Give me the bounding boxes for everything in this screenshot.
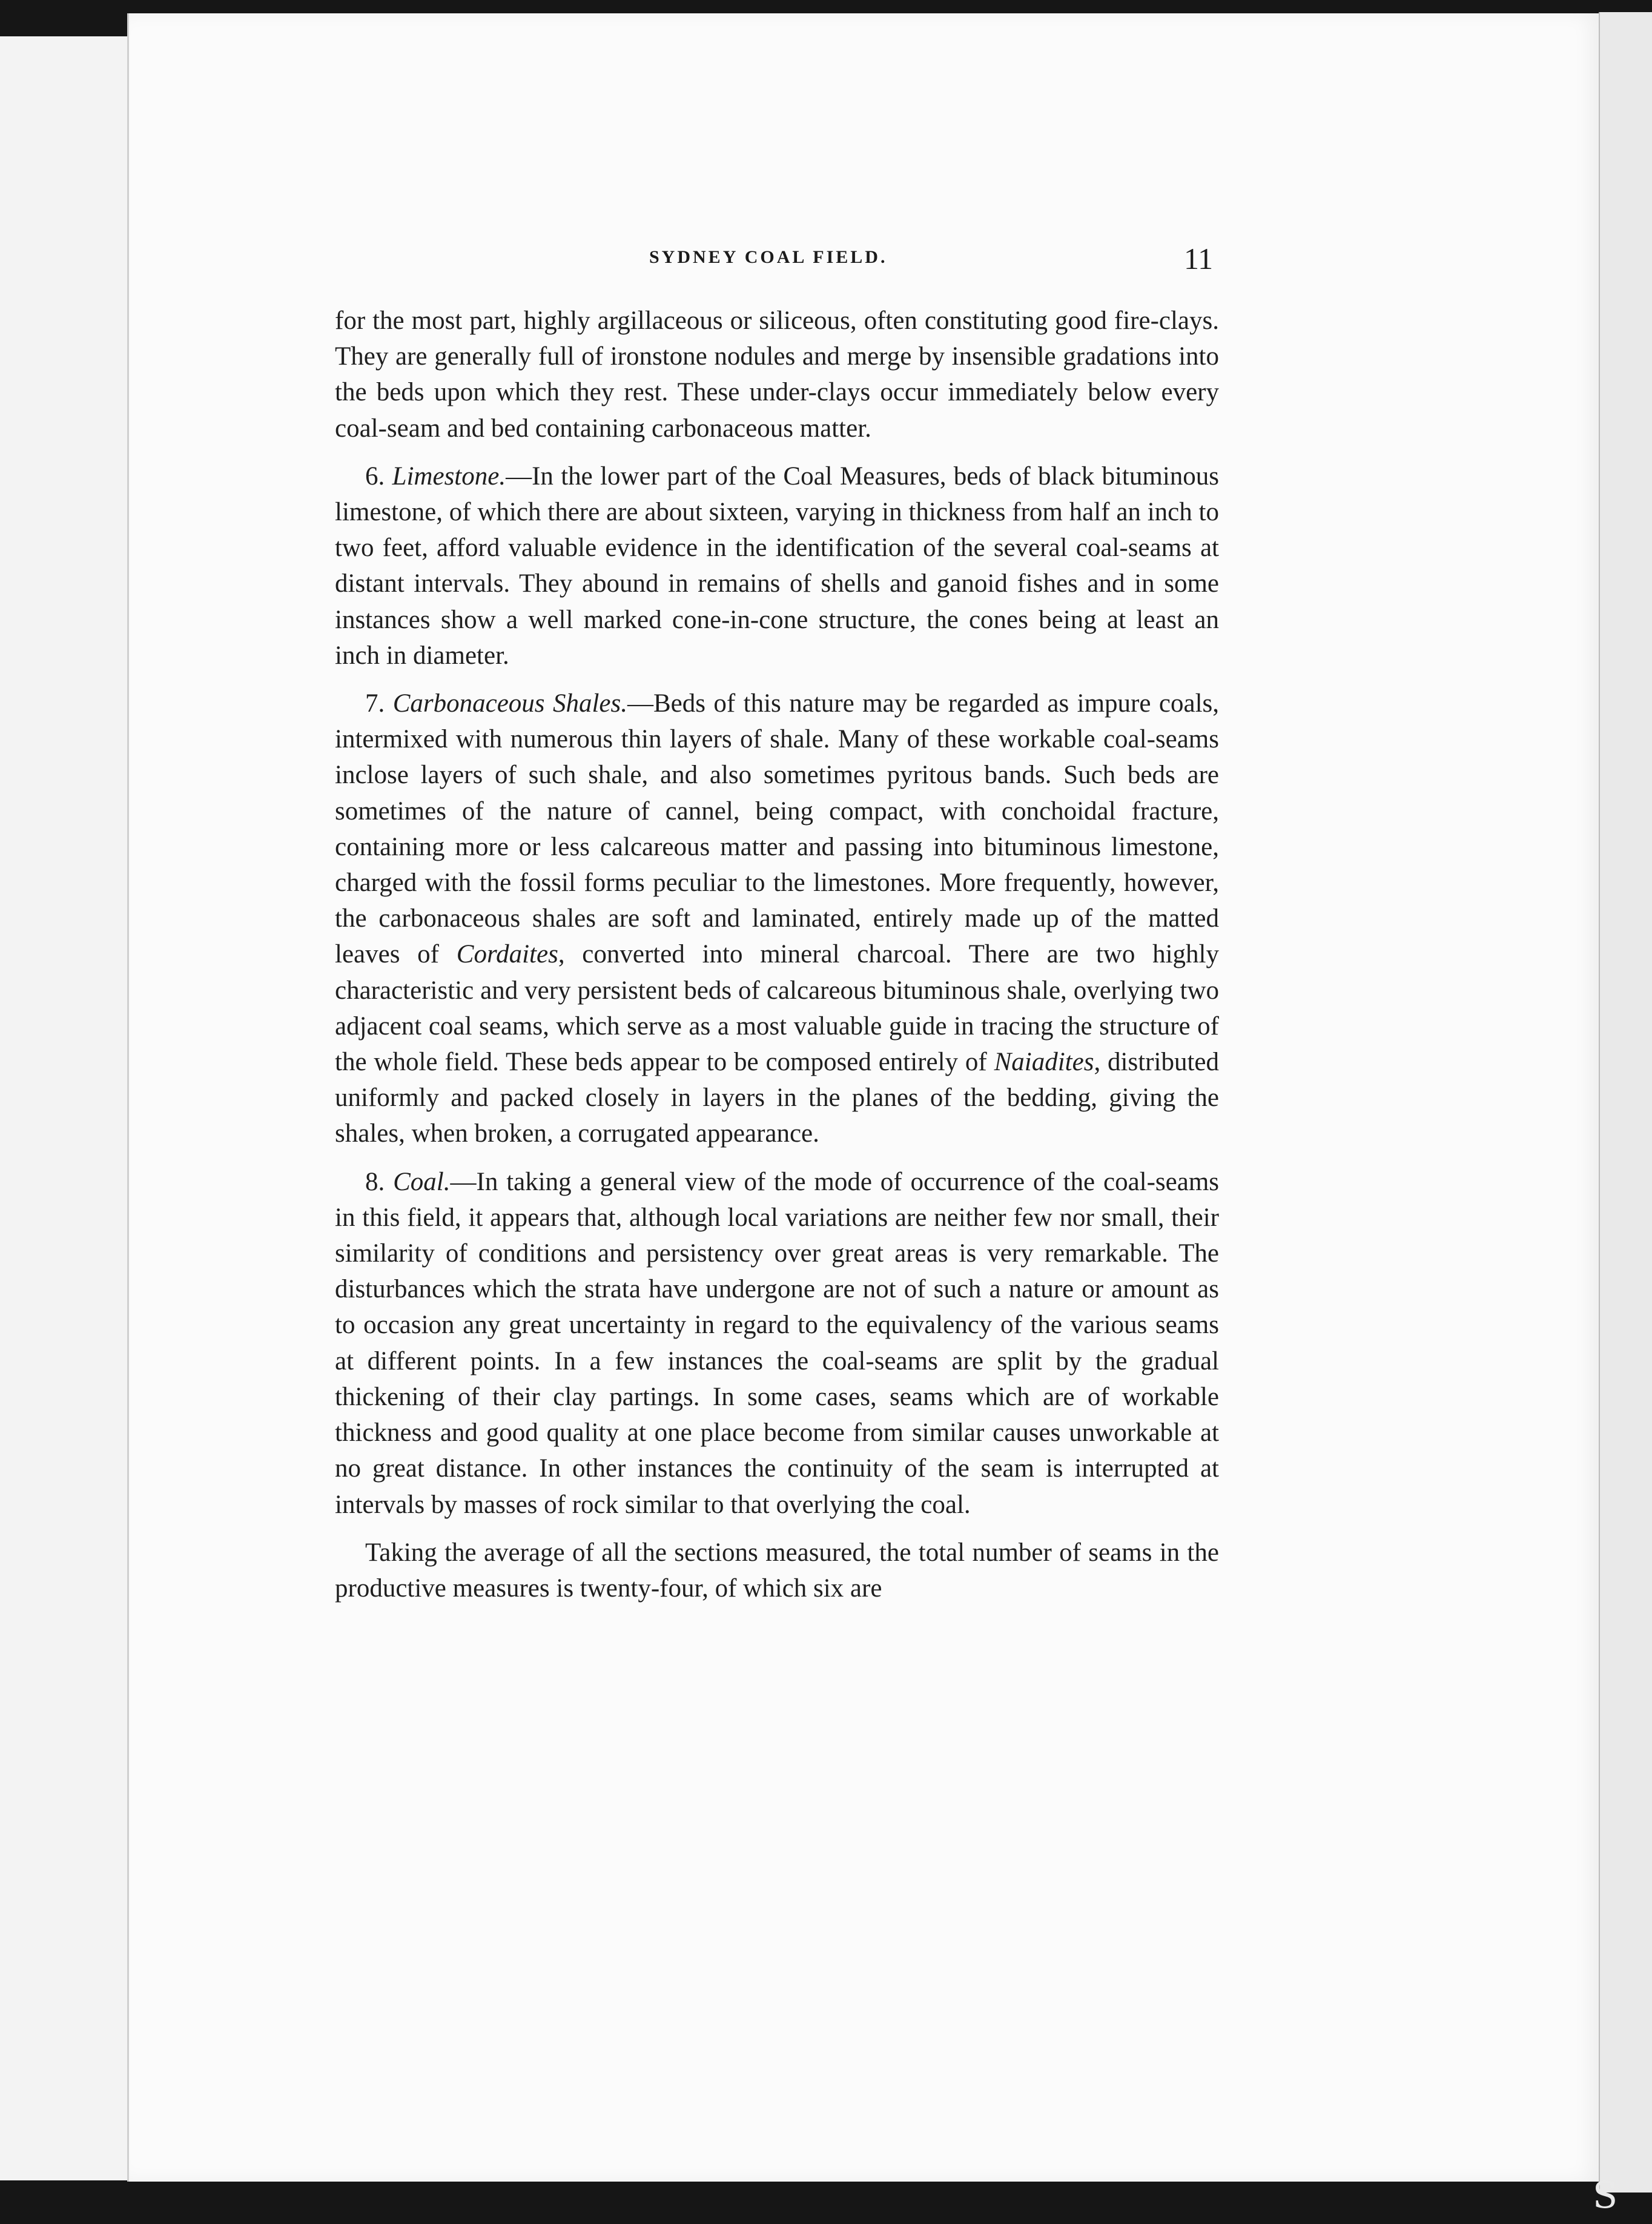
paragraph-carbonaceous-shales <box>335 686 1219 1152</box>
paragraph-text: , distributed uniformly and packed closely in layers in the planes of the bedding, giving the shales, when broken, a corrugated appearance. <box>335 1048 1219 1148</box>
paragraph-under-clays: for the most part, highly argillaceous or siliceous, often constituting good fire-clays. They are generally full of ironstone nodules and merge by insensible gradations into the beds upon which they rest. These under-clays occur immediately below every coal-seam and bed containing carbonaceous matter. <box>335 306 1219 443</box>
paragraph-text: —Beds of this nature may be regarded as impure coals, intermixed with numerous thin layers of shale. Many of these workable coal-seams inclose layers of such shale, and also sometimes pyritous bands. Such beds are sometimes of the nature of cannel, being compact, with conchoidal fracture, containing more or less calcareous matter and passing into bituminous limestone, charged with the fossil forms peculiar to the limestones. More frequently, however, the carbonaceous shales are soft and laminated, entirely made up of the matted leaves of <box>335 689 1219 969</box>
section-number: 7. <box>365 689 385 718</box>
page-body <box>335 303 1219 1618</box>
section-title: Limestone. <box>392 462 506 491</box>
section-title: Coal. <box>393 1167 451 1196</box>
paragraph-seam-count: Taking the average of all the sections measured, the total number of seams in the productive measures is twenty-four, of which six are <box>335 1538 1219 1603</box>
section-title: Carbonaceous Shales. <box>392 689 627 718</box>
taxon-name: Naiadites <box>994 1048 1094 1077</box>
paragraph-text: —In the lower part of the Coal Measures, beds of black bituminous limestone, of which there are about sixteen, varying in thickness from half an inch to two feet, afford valuable evidence in the identification of the several coal-seams at distant intervals. They abound in remains of shells and ganoid fishes and in some instances show a well marked cone-in-cone structure, the cones being at least an inch in diameter. <box>335 462 1219 670</box>
paragraph-text: —In taking a general view of the mode of occurrence of the coal-seams in this field, it appears that, although local variations are neither few nor small, their similarity of conditions and persistency over great areas is very remarkable. The disturbances which the strata have undergone are not of such a nature or amount as to occasion any great uncertainty in regard to the equivalency of the various seams at different points. In a few instances the coal-seams are split by the gradual thickening of their clay partings. In some cases, seams which are of workable thickness and good quality at one place become from similar causes unworkable at no great distance. In other instances the continuity of the seam is interrupted at intervals by masses of rock similar to that overlying the coal. <box>335 1167 1220 1519</box>
running-head: SYDNEY COAL FIELD. <box>649 247 888 267</box>
paragraph-limestone <box>335 458 1219 673</box>
paragraph-text: , converted into mineral charcoal. There are two highly characteristic and very persistent beds of calcareous bituminous shale, overlying two adjacent coal seams, which serve as a most valuable guide in tracing the structure of the whole field. These beds appear to be composed entirely of <box>335 940 1220 1077</box>
taxon-name: Cordaites <box>456 940 558 969</box>
section-number: 8. <box>365 1167 385 1196</box>
section-number: 6. <box>365 462 385 491</box>
page-stack-edge <box>1599 12 1652 2193</box>
page-number: 11 <box>1184 242 1214 276</box>
corner-mark: S <box>1593 2174 1618 2217</box>
left-page-edge <box>0 36 147 2180</box>
paragraph-coal <box>335 1164 1219 1523</box>
